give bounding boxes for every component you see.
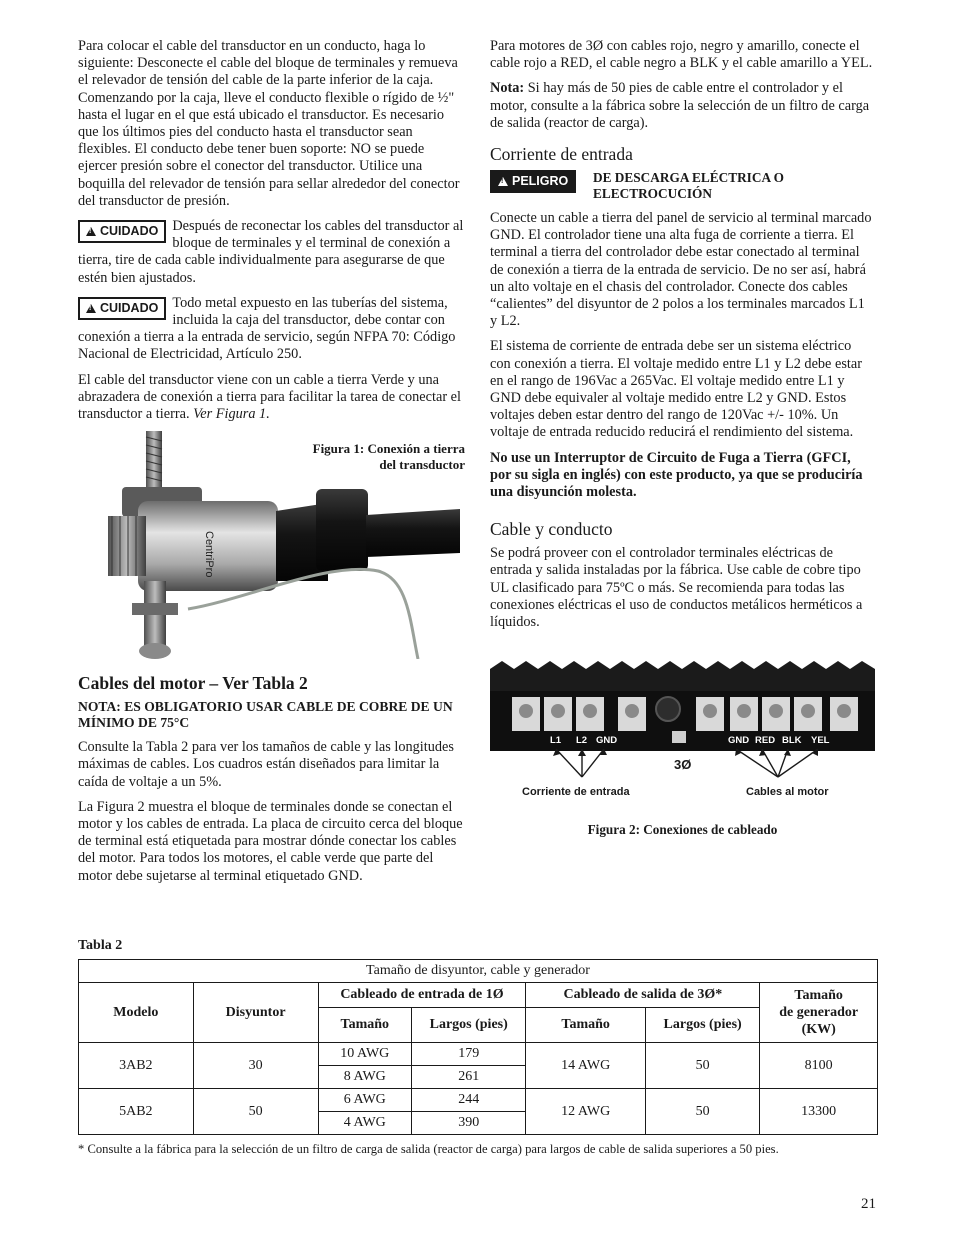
table-row: 4 AWG 390	[79, 1112, 878, 1135]
danger-block	[490, 170, 875, 202]
caution-text-2: Todo metal expuesto en las tuberías del sistema, incluida la caja del transductor, debe contar con conexión a tierra a la entrada de servicio, según NFPA 70: Código Nacional de Electricidad, Artículo 250.	[78, 294, 456, 363]
col-input-wiring: Cableado de entrada de 1Ø	[318, 983, 526, 1008]
col-modelo: Modelo	[79, 983, 194, 1043]
danger-badge: !PELIGRO	[490, 170, 576, 193]
sub-out-size: Tamaño	[526, 1008, 646, 1043]
label-red: RED	[755, 735, 776, 747]
voltage-paragraph: El sistema de corriente de entrada debe ser un sistema eléctrico con conexión a tierra. El voltaje medido entre L1 y L2 debe estar en el rango de 196Vac a 265Vac. El voltaje medido entre L1 y GND debe equivaler al voltaje medido entre L2 y GND. Estos voltajes deben estar dentro del rango de 120Vac +/- 10%. Un voltaje de entrada reducido reducirá el rendimiento del sistema.	[490, 338, 862, 441]
table-footnote: * Consulte a la fábrica para la selección de un filtro de carga de salida (reactor de carga) para largos de cable de salida superiores a 50 pies.	[78, 1142, 779, 1156]
label-gnd-output: GND	[728, 735, 750, 747]
terminal-block-photo	[490, 661, 875, 811]
sub-in-length: Largos (pies)	[411, 1008, 525, 1043]
figure-2	[490, 661, 875, 841]
table-ref-paragraph: Consulte la Tabla 2 para ver los tamaños de cable y las longitudes máximas de cables. Los cuadros están diseñados para limitar la caída de voltaje a un 5%.	[78, 739, 454, 790]
figure-1	[78, 431, 465, 661]
warning-triangle-icon	[86, 304, 96, 313]
caution-text-1: Después de reconectar los cables del transductor al bloque de terminales y el terminal de conexión a tierra, tire de cada cable individualmente para asegurarse de que estén bien ajustados.	[78, 218, 464, 286]
sub-out-length: Largos (pies)	[645, 1008, 759, 1043]
caution-block-1	[78, 218, 465, 287]
table-row: 5AB2 50 6 AWG 244 12 AWG 50 13300	[79, 1089, 878, 1112]
label-input-current: Corriente de entrada	[522, 786, 630, 799]
danger-text: DE DESCARGA ELÉCTRICA O ELECTROCUCIÓN	[593, 170, 784, 202]
page-number: 21	[861, 1196, 876, 1212]
sizing-table	[78, 959, 878, 1135]
label-l1: L1	[550, 735, 562, 747]
brand-label: CentriPro	[203, 531, 215, 578]
sub-in-size: Tamaño	[318, 1008, 411, 1043]
figure-1-caption: Figura 1: Conexión a tierra del transductor	[312, 441, 465, 473]
col-output-wiring: Cableado de salida de 3Ø*	[526, 983, 760, 1008]
table-title: Tabla 2	[78, 938, 123, 953]
caution-block-2	[78, 295, 465, 364]
caution-badge: !CUIDADO	[78, 297, 166, 320]
table-row: 8 AWG 261	[79, 1066, 878, 1089]
label-three-phase: 3Ø	[674, 757, 692, 773]
label-blk: BLK	[782, 735, 802, 747]
cable-conduit-heading: Cable y conducto	[490, 519, 613, 540]
gfci-warning: No use un Interruptor de Circuito de Fuga a Tierra (GFCI, por su sigla en inglés) con este producto, ya que se produciría una disyunción molesta.	[490, 449, 863, 501]
factory-note: Nota: Si hay más de 50 pies de cable entre el controlador y el motor, consulte a la fábrica sobre la selección de un filtro de carga de salida (reactor de carga).	[490, 80, 870, 131]
col-generator: Tamaño de generador (KW)	[760, 983, 878, 1043]
table-header: Tamaño de disyuntor, cable y generador	[79, 960, 878, 983]
col-disyuntor: Disyuntor	[193, 983, 318, 1043]
copper-note: NOTA: ES OBLIGATORIO USAR CABLE DE COBRE DE UN MÍNIMO DE 75°C	[78, 699, 453, 731]
caution-badge: !CUIDADO	[78, 220, 166, 243]
transducer-conduit-paragraph: Para colocar el cable del transductor en un conducto, haga lo siguiente: Desconecte el cable del bloque de terminales y remueva el relevador de tensión del cable de la parte inferior de la caja. Comenzando por la caja, lleve el conducto flexible o rígido de ½" hasta el lugar en el que está ubicado el transductor. Es necesario que los últimos pies del conducto hasta el transductor sean flexibles. El conducto debe tener buen soporte: NO se puede ejercer presión sobre el conector del transductor. Utilice una boquilla del relevador de tensión para sellar alrededor del conector del transductor de presión.	[78, 38, 460, 209]
motor-cables-heading: Cables del motor – Ver Tabla 2	[78, 673, 308, 694]
warning-triangle-icon	[498, 177, 508, 186]
left-column	[78, 38, 465, 893]
warning-triangle-icon	[86, 227, 96, 236]
figure2-ref-paragraph: La Figura 2 muestra el bloque de terminales donde se conectan el motor y los cables de entrada. La placa de circuito cerca del bloque de terminal está etiquetada para mostrar dónde conectar los cables del motor. Para todos los motores, el cable verde que parte del motor debe sujetarse al terminal etiquetado GND.	[78, 798, 463, 884]
three-phase-paragraph: Para motores de 3Ø con cables rojo, negro y amarillo, conecte el cable rojo a RED, el cable negro a BLK y el cable amarillo a YEL.	[490, 38, 873, 72]
label-yel: YEL	[811, 735, 830, 747]
ground-connection-paragraph: Conecte un cable a tierra del panel de servicio al terminal marcado GND. El controlador tiene una alta fuga de corriente a tierra. El terminal a tierra del controlador debe estar conectado al terminal de conexión a tierra de la entrada de servicio. De no ser así, habrá un alto voltaje en el chasis del controlador. Conecte dos cables “calientes” del disyuntor de 2 polos a los terminales marcados L1 y L2.	[490, 210, 872, 330]
input-current-heading: Corriente de entrada	[490, 144, 633, 165]
label-motor-cables: Cables al motor	[746, 786, 829, 799]
label-gnd-input: GND	[596, 735, 618, 747]
cable-conduit-paragraph: Se podrá proveer con el controlador terminales eléctricas de entrada y salida instaladas por la fábrica. Use cable de cobre tipo UL clasificado para 75ºC o más. Se recomienda para todas las conexiones eléctricas el uso de conductos metálicos herméticos a líquidos.	[490, 545, 863, 631]
table-row: 3AB2 30 10 AWG 179 14 AWG 50 8100	[79, 1043, 878, 1066]
right-column	[490, 38, 875, 841]
label-l2: L2	[576, 735, 588, 747]
ground-cable-paragraph: El cable del transductor viene con un cable a tierra Verde y una abrazadera de conexión a tierra para facilitar la tarea de conectar el transductor a tierra. Ver Figura 1.	[78, 371, 461, 423]
figure-2-caption: Figura 2: Conexiones de cableado	[587, 822, 778, 838]
